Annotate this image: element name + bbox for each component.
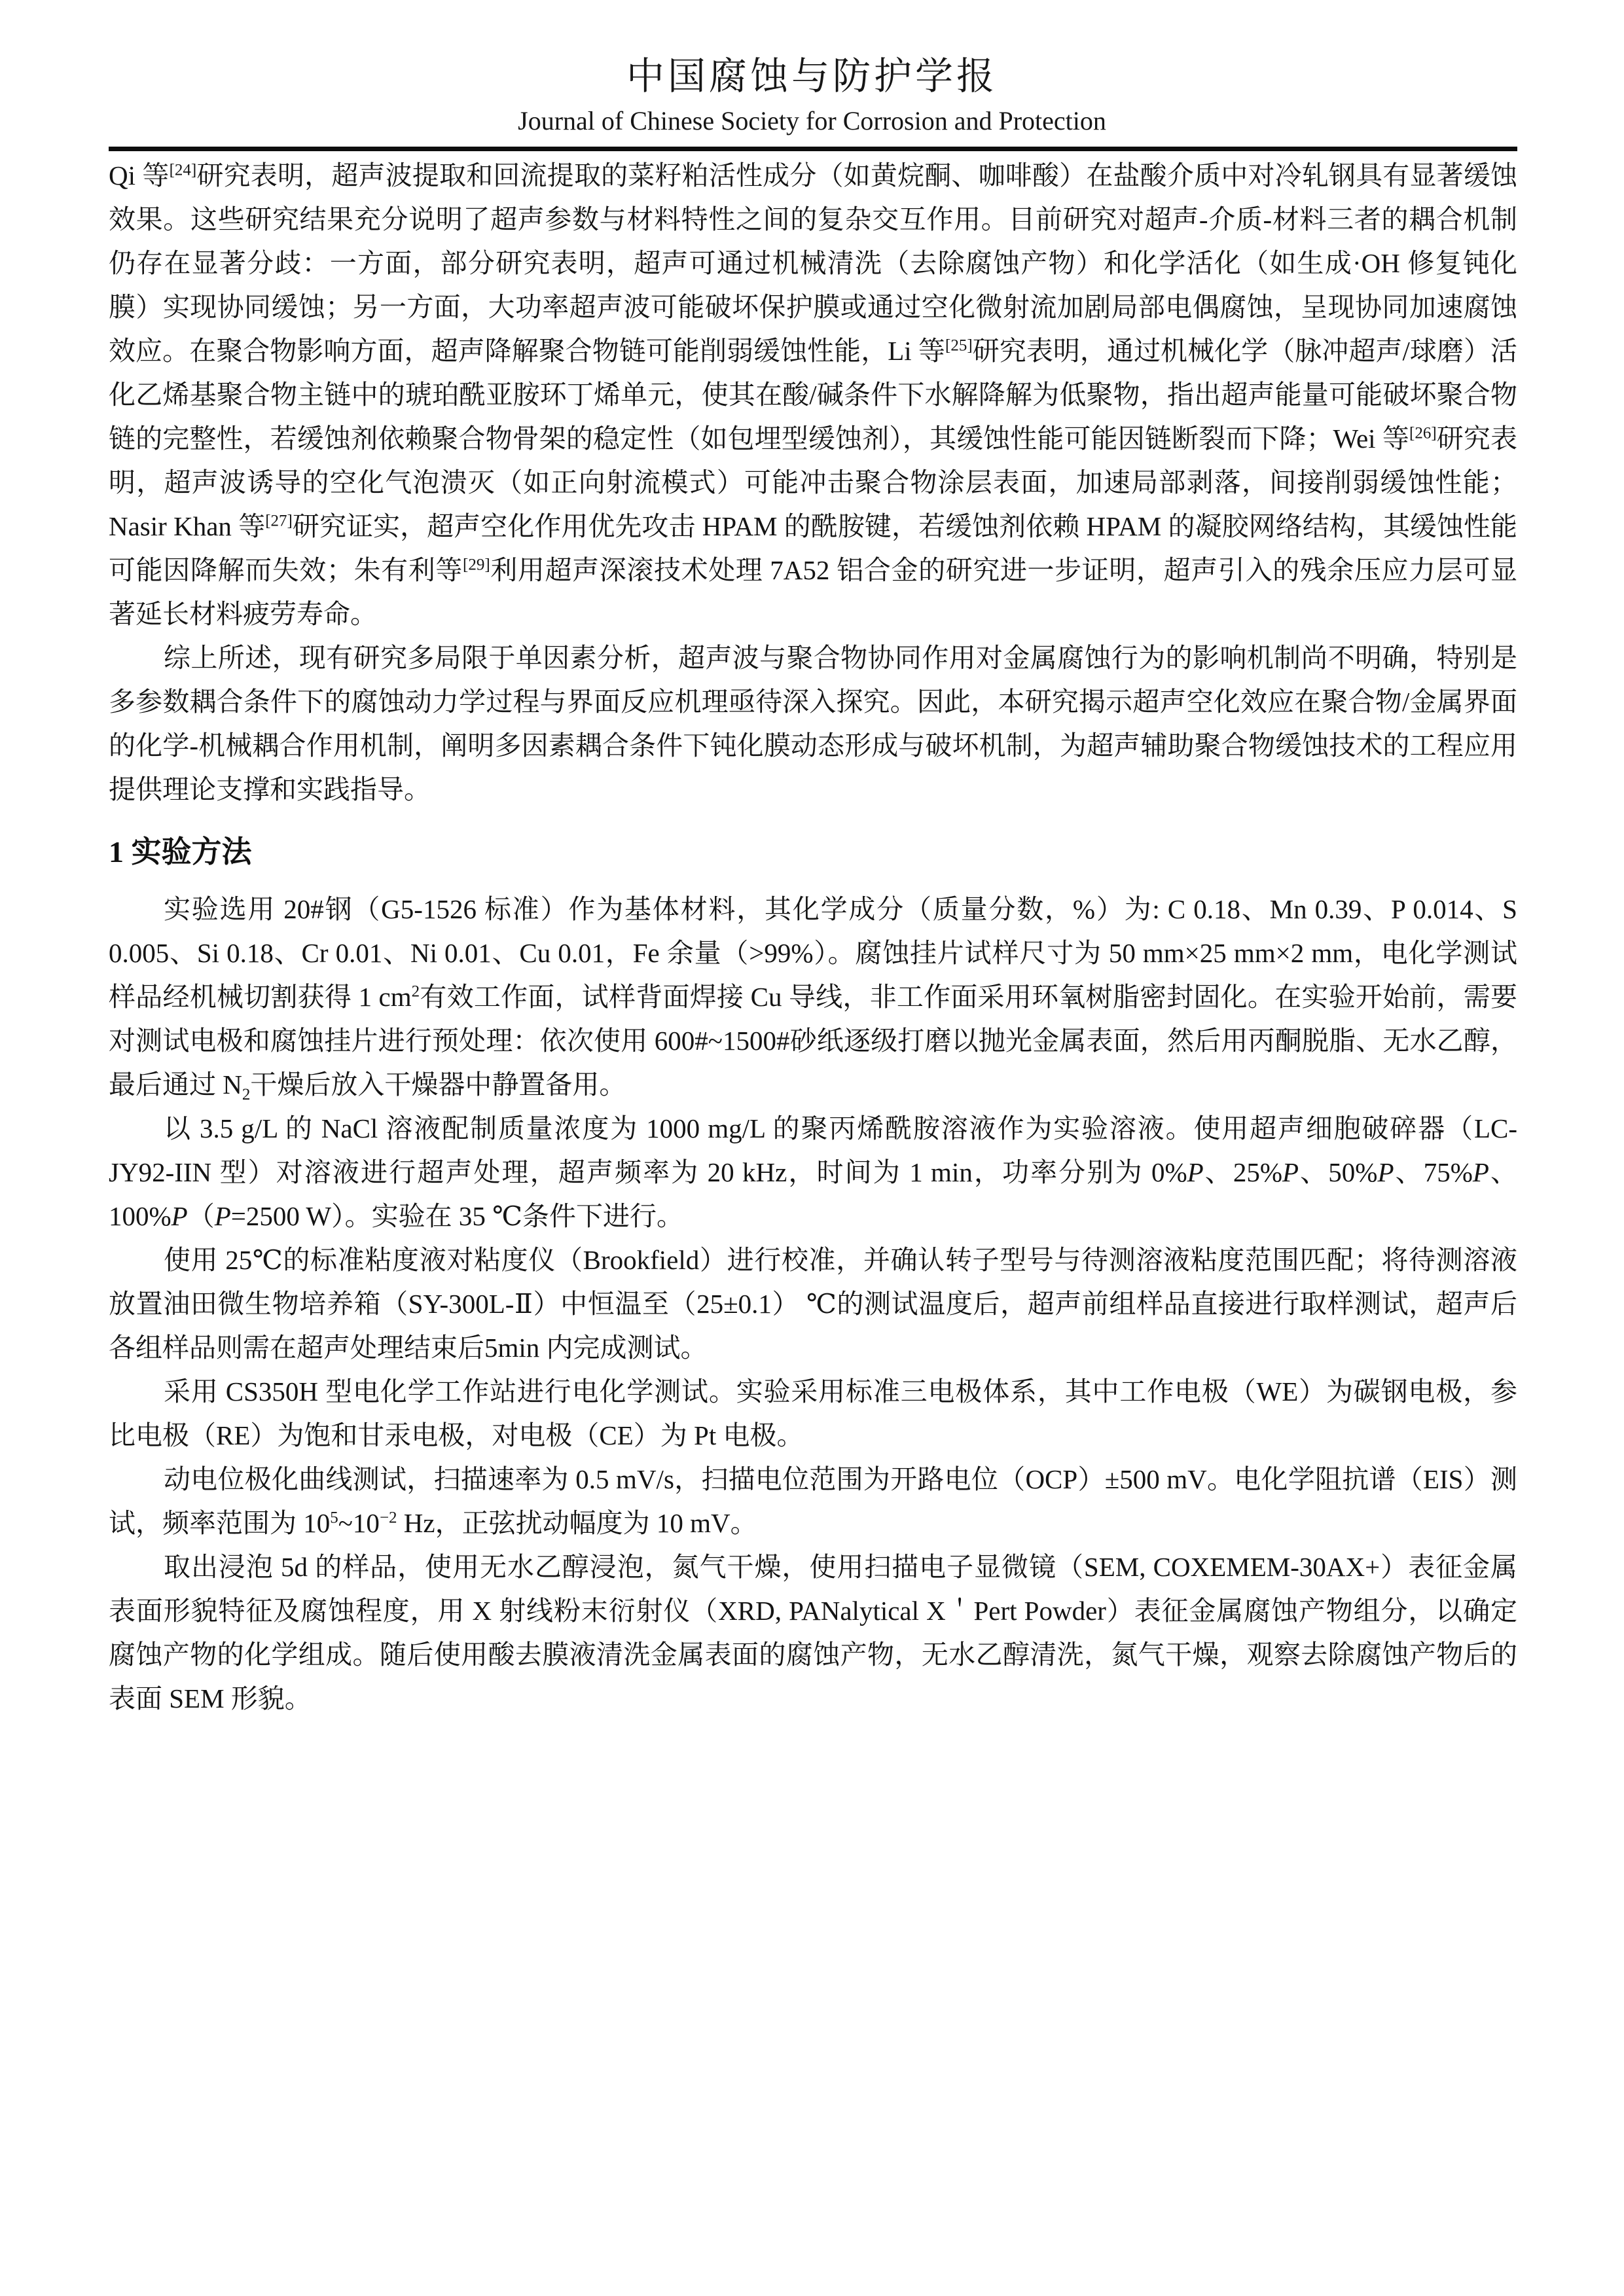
- journal-title-chinese: 中国腐蚀与防护学报: [626, 55, 998, 98]
- text-run: 有效工作面，试样背面焊接 Cu 导线，非工作面采用环氧树脂密封固化。在实验开始前，需要对测试电极和腐蚀挂片进行预处理：依次使用 600#~1500#砂纸逐级打磨以抛光金属表面，然后用丙酮脱脂、无水乙醇，最后通过 N: [109, 982, 1517, 1100]
- journal-title-english: Journal of Chinese Society for Corrosion and Protection: [518, 106, 1106, 135]
- paragraph: [109, 154, 1517, 636]
- text-run: P: [1472, 1157, 1489, 1187]
- paragraph: [109, 1107, 1517, 1238]
- text-run: （: [187, 1201, 215, 1231]
- text-run: 、75%: [1394, 1157, 1473, 1187]
- text-run: P: [214, 1201, 231, 1231]
- text-run: 利用超声深滚技术处理 7A52 铝合金的研究进一步证明，超声引入的残余压应力层可显著延长材料疲劳寿命。: [109, 555, 1518, 629]
- paragraph: [109, 1370, 1517, 1458]
- text-run: Qi 等: [109, 160, 170, 190]
- text-run: 综上所述，现有研究多局限于单因素分析，超声波与聚合物协同作用对金属腐蚀行为的影响机制尚不明确，特别是多参数耦合条件下的腐蚀动力学过程与界面反应机理亟待深入探究。因此，本研究揭示超声空化效应在聚合物/金属界面的化学-机械耦合作用机制，阐明多因素耦合条件下钝化膜动态形成与破坏机制，为超声辅助聚合物缓蚀技术的工程应用提供理论支撑和实践指导。: [109, 643, 1517, 804]
- text-run: P: [1187, 1157, 1204, 1187]
- text-run: 研究表明，超声波诱导的空化气泡溃灭（如正向射流模式）可能冲击聚合物涂层表面，加速局部剥落，间接削弱缓蚀性能；Nasir Khan 等: [109, 423, 1518, 541]
- text-run: 研究证实，超声空化作用优先攻击 HPAM 的酰胺键，若缓蚀剂依赖 HPAM 的凝胶网络结构，其缓蚀性能可能因降解而失效；朱有利等: [109, 511, 1517, 585]
- text-run: 、25%: [1203, 1157, 1283, 1187]
- text-run: 以 3.5 g/L 的 NaCl 溶液配制质量浓度为 1000 mg/L 的聚丙烯酰胺溶液作为实验溶液。使用超声细胞破碎器（LC-JY92-IIN 型）对溶液进行超声处理，超声频率为 20 kHz，时间为 1 min，功率分别为 0%: [109, 1113, 1517, 1187]
- text-run: ~10: [338, 1508, 380, 1538]
- citation-superscript: [24]: [169, 161, 197, 179]
- text-run: 、100%: [109, 1157, 1518, 1231]
- text-run: 采用 CS350H 型电化学工作站进行电化学测试。实验采用标准三电极体系，其中工作电极（WE）为碳钢电极，参比电极（RE）为饱和甘汞电极，对电极（CE）为 Pt 电极。: [109, 1376, 1517, 1450]
- citation-superscript: [26]: [1409, 424, 1437, 442]
- text-run: 干燥后放入干燥器中静置备用。: [250, 1069, 626, 1100]
- paragraph: [109, 636, 1517, 812]
- citation-superscript: [27]: [265, 512, 293, 530]
- text-run: 研究表明，通过机械化学（脉冲超声/球磨）活化乙烯基聚合物主链中的琥珀酰亚胺环丁烯单元，使其在酸/碱条件下水解降解为低聚物，指出超声能量可能破坏聚合物链的完整性，若缓蚀剂依赖聚合物骨架的稳定性（如包埋型缓蚀剂），其缓蚀性能可能因链断裂而下降；Wei 等: [109, 336, 1518, 454]
- paragraph: [109, 888, 1517, 1107]
- section-heading: 1 实验方法: [109, 835, 252, 869]
- journal-header: [0, 0, 1624, 151]
- text-run: 取出浸泡 5d 的样品，使用无水乙醇浸泡，氮气干燥，使用扫描电子显微镜（SEM, COXEMEM-30AX+）表征金属表面形貌特征及腐蚀程度，用 X 射线粉末衍射仪（XRD, PANalytical X＇Pert Powder）表征金属腐蚀产物组分，以确定腐蚀产物的化学组成。随后使用酸去膜液清洗金属表面的腐蚀产物，无水乙醇清洗，氮气干燥，观察去除腐蚀产物后的表面 SEM 形貌。: [109, 1552, 1517, 1713]
- citation-superscript: [25]: [945, 336, 973, 355]
- header-divider-rule: [109, 147, 1517, 151]
- paragraph: [109, 1545, 1517, 1721]
- citation-superscript: 5: [330, 1509, 338, 1527]
- citation-superscript: −2: [379, 1509, 397, 1527]
- text-run: 动电位极化曲线测试，扫描速率为 0.5 mV/s，扫描电位范围为开路电位（OCP）±500 mV。电化学阻抗谱（EIS）测试，频率范围为 10: [109, 1464, 1517, 1538]
- text-run: 研究表明，超声波提取和回流提取的菜籽粕活性成分（如黄烷酮、咖啡酸）在盐酸介质中对冷轧钢具有显著缓蚀效果。这些研究结果充分说明了超声参数与材料特性之间的复杂交互作用。目前研究对超声-介质-材料三者的耦合机制仍存在显著分歧：一方面，部分研究表明，超声可通过机械清洗（去除腐蚀产物）和化学活化（如生成·OH 修复钝化膜）实现协同缓蚀；另一方面，大功率超声波可能破坏保护膜或通过空化微射流加剧局部电偶腐蚀，呈现协同加速腐蚀效应。在聚合物影响方面，超声降解聚合物链可能削弱缓蚀性能，Li 等: [109, 160, 1517, 366]
- text-run: P: [1282, 1157, 1299, 1187]
- paragraph: [109, 1238, 1517, 1370]
- text-run: P: [171, 1201, 188, 1231]
- paragraph: [109, 1458, 1517, 1545]
- text-run: 2: [242, 1086, 251, 1104]
- text-run: 、50%: [1299, 1157, 1378, 1187]
- text-run: 实验选用 20#钢（G5-1526 标准）作为基体材料，其化学成分（质量分数，%）为: C 0.18、Mn 0.39、P 0.014、S 0.005、Si 0.18、Cr 0.01、Ni 0.01、Cu 0.01，Fe 余量（>99%）。腐蚀挂片试样尺寸为 50 mm×25 mm×2 mm，电化学测试样品经机械切割获得 1 cm: [109, 894, 1517, 1012]
- citation-superscript: 2: [411, 982, 420, 1001]
- text-run: 使用 25℃的标准粘度液对粘度仪（Brookfield）进行校准，并确认转子型号与待测溶液粘度范围匹配；将待测溶液放置油田微生物培养箱（SY-300L-Ⅱ）中恒温至（25±0.1） ℃的测试温度后，超声前组样品直接进行取样测试，超声后各组样品则需在超声处理结束后5min 内完成测试。: [109, 1245, 1517, 1363]
- text-run: Hz，正弦扰动幅度为 10 mV。: [397, 1508, 757, 1538]
- citation-superscript: [29]: [463, 556, 490, 574]
- text-run: =2500 W）。实验在 35 ℃条件下进行。: [230, 1201, 683, 1231]
- article-body: [109, 151, 1517, 1721]
- text-run: P: [1377, 1157, 1394, 1187]
